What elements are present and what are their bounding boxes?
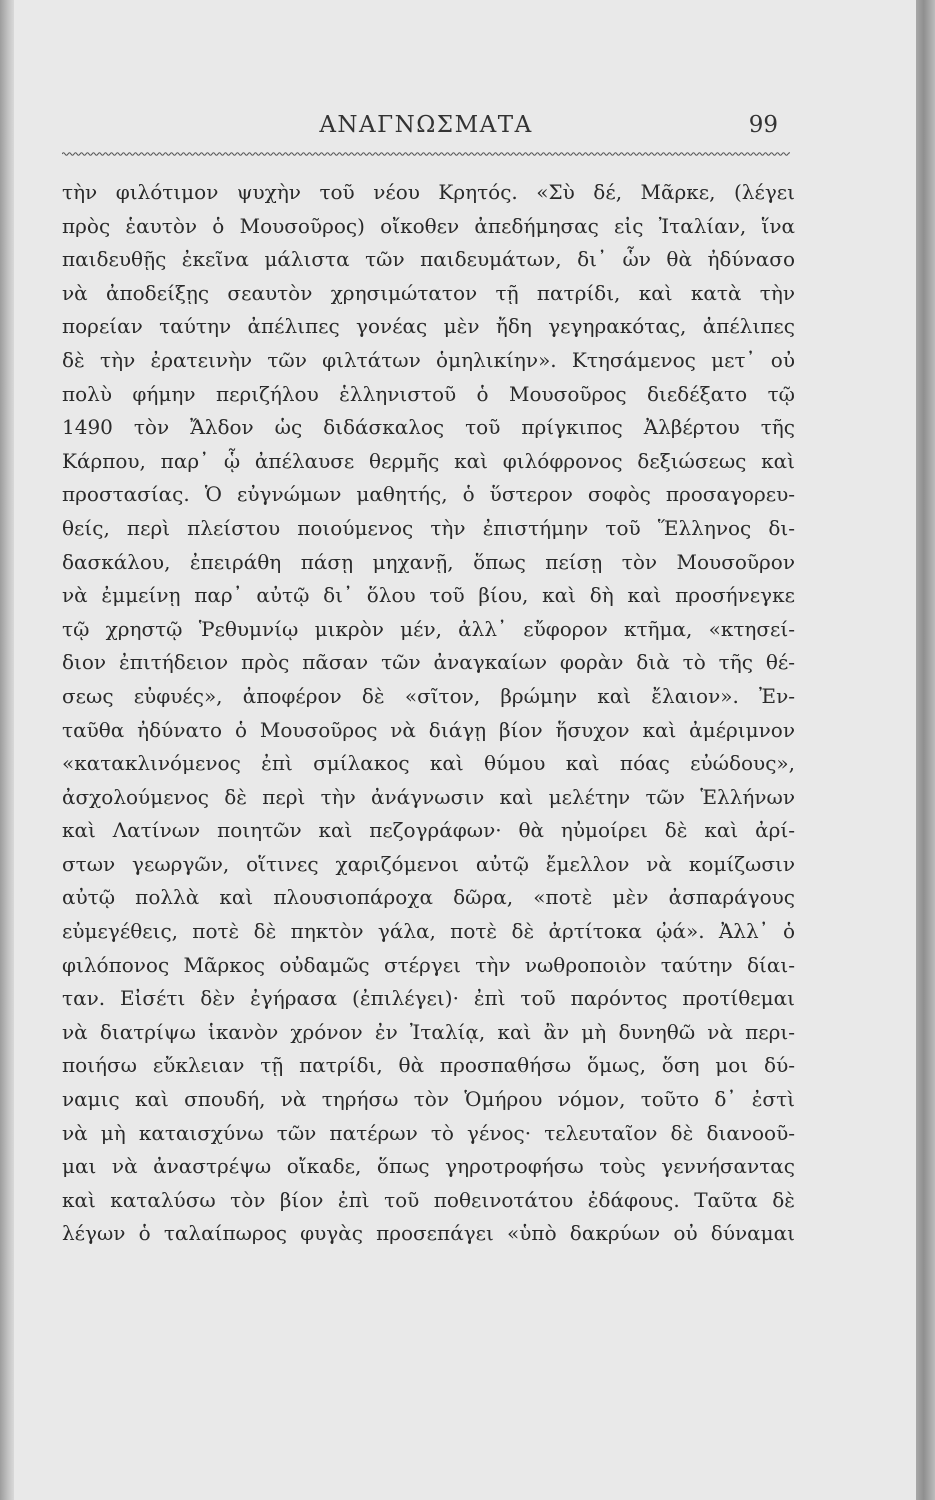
- text-line: 1490 τὸν Ἄλδον ὡς διδάσκαλος τοῦ πρίγκιπος Ἀλβέρτου τῆς: [62, 415, 795, 440]
- text-line: μαι νὰ ἀναστρέψω οἴκαδε, ὅπως γηροτροφήσω τοὺς γεννήσαντας: [62, 1154, 795, 1179]
- text-line: αὐτῷ πολλὰ καὶ πλουσιοπάροχα δῶρα, «ποτὲ μὲν ἀσπαράγους: [62, 885, 795, 910]
- text-line: δασκάλου, ἐπειράθη πάσῃ μηχανῇ, ὅπως πείσῃ τὸν Μουσοῦρον: [62, 549, 795, 574]
- text-line: ἀσχολούμενος δὲ περὶ τὴν ἀνάγνωσιν καὶ μελέτην τῶν Ἑλλήνων: [62, 784, 795, 809]
- wavy-line: [62, 153, 790, 156]
- text-line: νὰ ἐμμείνῃ παρ᾽ αὐτῷ δι᾽ ὅλου τοῦ βίου, καὶ δὴ καὶ προσήνεγκε: [62, 583, 795, 608]
- book-binding-edge: [0, 0, 14, 1500]
- text-line: πολὺ φήμην περιζήλου ἑλληνιστοῦ ὁ Μουσοῦρος διεδέξατο τῷ: [62, 381, 795, 406]
- page-number: 99: [748, 112, 778, 138]
- text-line: ταν. Εἰσέτι δὲν ἐγήρασα (ἐπιλέγει)· ἐπὶ τοῦ παρόντος προτίθεμαι: [62, 986, 795, 1011]
- text-line: σεως εὐφυές», ἀποφέρον δὲ «σῖτον, βρώμην καὶ ἔλαιον». Ἐν-: [62, 683, 795, 708]
- text-line: ποιήσω εὔκλειαν τῇ πατρίδι, θὰ προσπαθήσω ὅμως, ὅση μοι δύ-: [62, 1053, 795, 1078]
- wavy-header-rule: [62, 150, 790, 158]
- text-line: προστασίας. Ὁ εὐγνώμων μαθητής, ὁ ὕστερον σοφὸς προσαγορευ-: [62, 482, 795, 507]
- page-header: [62, 112, 790, 152]
- body-text: [62, 176, 795, 1251]
- text-line: πορείαν ταύτην ἀπέλιπες γονέας μὲν ἤδη γεγηρακότας, ἀπέλιπες: [62, 314, 795, 339]
- text-line: καὶ καταλύσω τὸν βίον ἐπὶ τοῦ ποθεινοτάτου ἐδάφους. Ταῦτα δὲ: [62, 1187, 795, 1212]
- text-line: λέγων ὁ ταλαίπωρος φυγὰς προσεπάγει «ὑπὸ δακρύων οὐ δύναμαι: [62, 1221, 795, 1246]
- text-line: καὶ Λατίνων ποιητῶν καὶ πεζογράφων· θὰ ηὐμοίρει δὲ καὶ ἀρί-: [62, 818, 795, 843]
- running-title: ΑΝΑΓΝΩΣΜΑΤΑ: [319, 112, 533, 138]
- text-line: εὐμεγέθεις, ποτὲ δὲ πηκτὸν γάλα, ποτὲ δὲ ἀρτίτοκα ᾠά». Ἀλλ᾽ ὁ: [62, 919, 795, 944]
- text-line: νὰ διατρίψω ἱκανὸν χρόνον ἐν Ἰταλίᾳ, καὶ ἂν μὴ δυνηθῶ νὰ περι-: [62, 1019, 795, 1044]
- text-line: Κάρπου, παρ᾽ ᾧ ἀπέλαυσε θερμῆς καὶ φιλόφρονος δεξιώσεως καὶ: [62, 448, 795, 473]
- text-line: θείς, περὶ πλείστου ποιούμενος τὴν ἐπιστήμην τοῦ Ἕλληνος δι-: [62, 515, 795, 540]
- text-line: ταῦθα ἠδύνατο ὁ Μουσοῦρος νὰ διάγῃ βίον ἥσυχον καὶ ἀμέριμνον: [62, 717, 795, 742]
- text-line: νὰ μὴ καταισχύνω τῶν πατέρων τὸ γένος· τελευταῖον δὲ διανοοῦ-: [62, 1120, 795, 1145]
- text-line: τὴν φιλότιμον ψυχὴν τοῦ νέου Κρητός. «Σὺ δέ, Μᾶρκε, (λέγει: [62, 180, 795, 204]
- text-line: πρὸς ἑαυτὸν ὁ Μουσοῦρος) οἴκοθεν ἀπεδήμησας εἰς Ἰταλίαν, ἵνα: [62, 213, 795, 238]
- page-edge-shadow: [916, 0, 935, 1500]
- text-line: παιδευθῇς ἐκεῖνα μάλιστα τῶν παιδευμάτων, δι᾽ ὧν θὰ ἠδύνασο: [62, 247, 795, 272]
- text-line: «κατακλινόμενος ἐπὶ σμίλακος καὶ θύμου καὶ πόας εὐώδους»,: [62, 751, 795, 776]
- text-line: τῷ χρηστῷ Ῥεθυμνίῳ μικρὸν μέν, ἀλλ᾽ εὔφορον κτῆμα, «κτησεί-: [62, 616, 795, 641]
- text-line: στων γεωργῶν, οἵτινες χαριζόμενοι αὐτῷ ἔμελλον νὰ κομίζωσιν: [62, 851, 795, 876]
- text-line: ναμις καὶ σπουδή, νὰ τηρήσω τὸν Ὁμήρου νόμον, τοῦτο δ᾽ ἐστὶ: [62, 1087, 795, 1112]
- text-line: φιλόπονος Μᾶρκος οὐδαμῶς στέργει τὴν νωθροποιὸν ταύτην δίαι-: [62, 952, 795, 977]
- text-line: διον ἐπιτήδειον πρὸς πᾶσαν τῶν ἀναγκαίων φορὰν διὰ τὸ τῆς θέ-: [62, 650, 795, 675]
- text-line: δὲ τὴν ἐρατεινὴν τῶν φιλτάτων ὁμηλικίην». Κτησάμενος μετ᾽ οὐ: [62, 347, 795, 372]
- text-line: νὰ ἀποδείξῃς σεαυτὸν χρησιμώτατον τῇ πατρίδι, καὶ κατὰ τὴν: [62, 280, 795, 305]
